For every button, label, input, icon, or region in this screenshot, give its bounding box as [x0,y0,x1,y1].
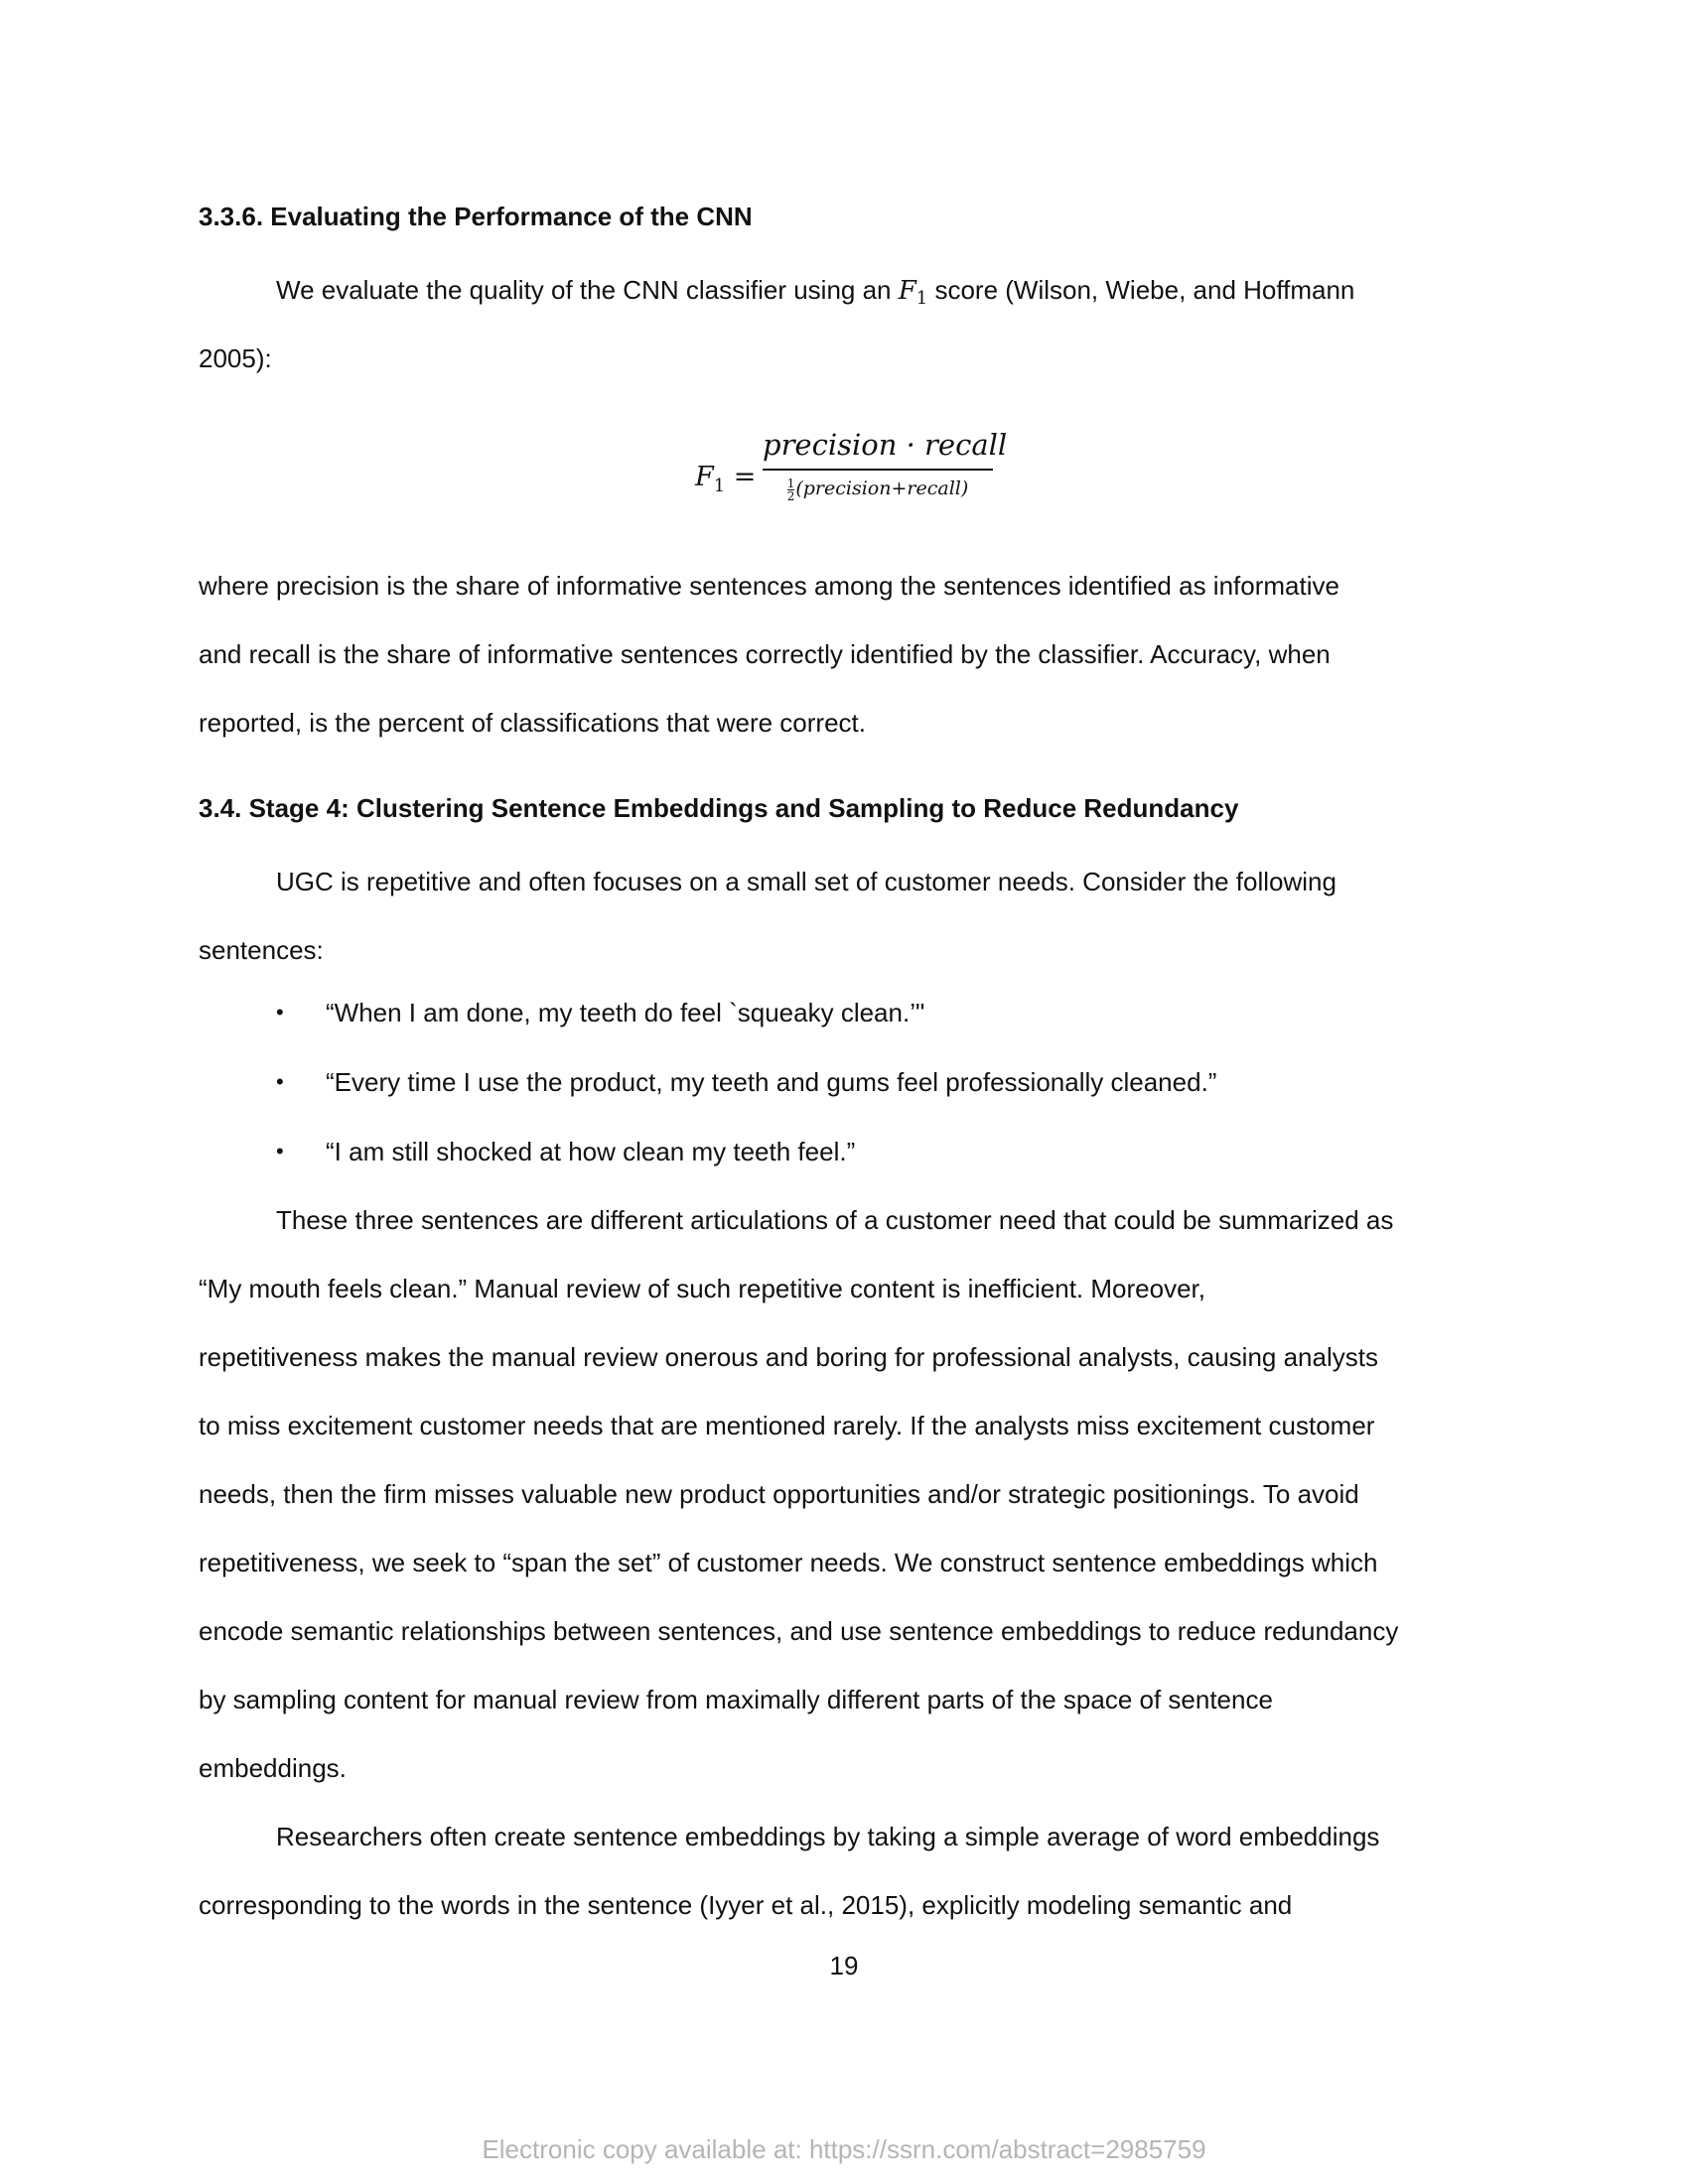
paragraph-line: repetitiveness, we seek to “span the set” of customer needs. We construct sentence embeddings which [199,1548,1378,1577]
bullet-icon: • [276,1069,284,1094]
example-sentence-list [199,978,1489,1186]
f1-subscript: 1 [915,288,928,309]
paragraph-line: corresponding to the words in the sentence (Iyyer et al., 2015), explicitly modeling semantic and [199,1890,1293,1920]
equation-numerator: precision · recall [763,428,1008,462]
equation-denominator: $\frac{1}{2}$ (precision+recall) [786,476,969,503]
paragraph-line: to miss excitement customer needs that are mentioned rarely. If the analysts miss excitement customer [199,1411,1375,1440]
equation-fraction [763,427,1008,503]
paragraph-line: Researchers often create sentence embeddings by taking a simple average of word embeddings [276,1822,1380,1851]
list-item [199,1117,1489,1186]
ugc-line: sentences: [199,935,324,965]
where-line: reported, is the percent of classifications that were correct. [199,708,866,738]
bullet-text: “I am still shocked at how clean my teeth feel.” [326,1137,856,1166]
paragraph-line: needs, then the firm misses valuable new product opportunities and/or strategic positionings. To avoid [199,1479,1359,1509]
bullet-icon: • [276,1139,284,1163]
ssrn-footer: Electronic copy available at: https://ssrn.com/abstract=2985759 [482,2134,1206,2164]
bullet-text: “When I am done, my teeth do feel `squeaky clean.’" [326,998,925,1027]
paragraph-line: “My mouth feels clean.” Manual review of such repetitive content is inefficient. Moreover, [199,1274,1205,1303]
section-heading-3-4: 3.4. Stage 4: Clustering Sentence Embeddings and Sampling to Reduce Redundancy [199,793,1239,823]
equation-lhs: $F_1$ = [695,462,757,496]
paragraph-line: by sampling content for manual review from maximally different parts of the space of sentence [199,1685,1273,1714]
intro-line-1: We evaluate the quality of the CNN classifier using an $F_1$ score (Wilson, Wiebe, and Hoffmann [276,275,1355,309]
redundancy-paragraph [199,1186,1489,1940]
paragraph-line: embeddings. [199,1753,347,1783]
intro-line-2: 2005): [199,343,272,373]
page-number: 19 [829,1951,859,1980]
intro-paragraph [199,256,1489,393]
paragraph-line: These three sentences are different articulations of a customer need that could be summarized as [276,1205,1394,1235]
list-item [199,1047,1489,1117]
ugc-line: UGC is repetitive and often focuses on a small set of customer needs. Consider the following [276,867,1336,896]
ugc-paragraph [199,848,1489,985]
paragraph-line: encode semantic relationships between sentences, and use sentence embeddings to reduce redundancy [199,1616,1399,1646]
bullet-text: “Every time I use the product, my teeth and gums feel professionally cleaned.” [326,1067,1217,1097]
where-line: and recall is the share of informative sentences correctly identified by the classifier. Accuracy, when [199,639,1331,669]
bullet-icon: • [276,1000,284,1024]
one-half: $\frac{1}{2}$ [786,476,795,503]
section-heading-3-3-6: 3.3.6. Evaluating the Performance of the CNN [199,202,753,231]
list-item [199,978,1489,1047]
where-line: where precision is the share of informative sentences among the sentences identified as informative [199,571,1339,601]
f1-symbol: F [898,276,916,306]
paragraph-line: repetitiveness makes the manual review onerous and boring for professional analysts, causing analysts [199,1342,1378,1372]
where-paragraph [199,552,1489,757]
fraction-bar [763,469,993,471]
